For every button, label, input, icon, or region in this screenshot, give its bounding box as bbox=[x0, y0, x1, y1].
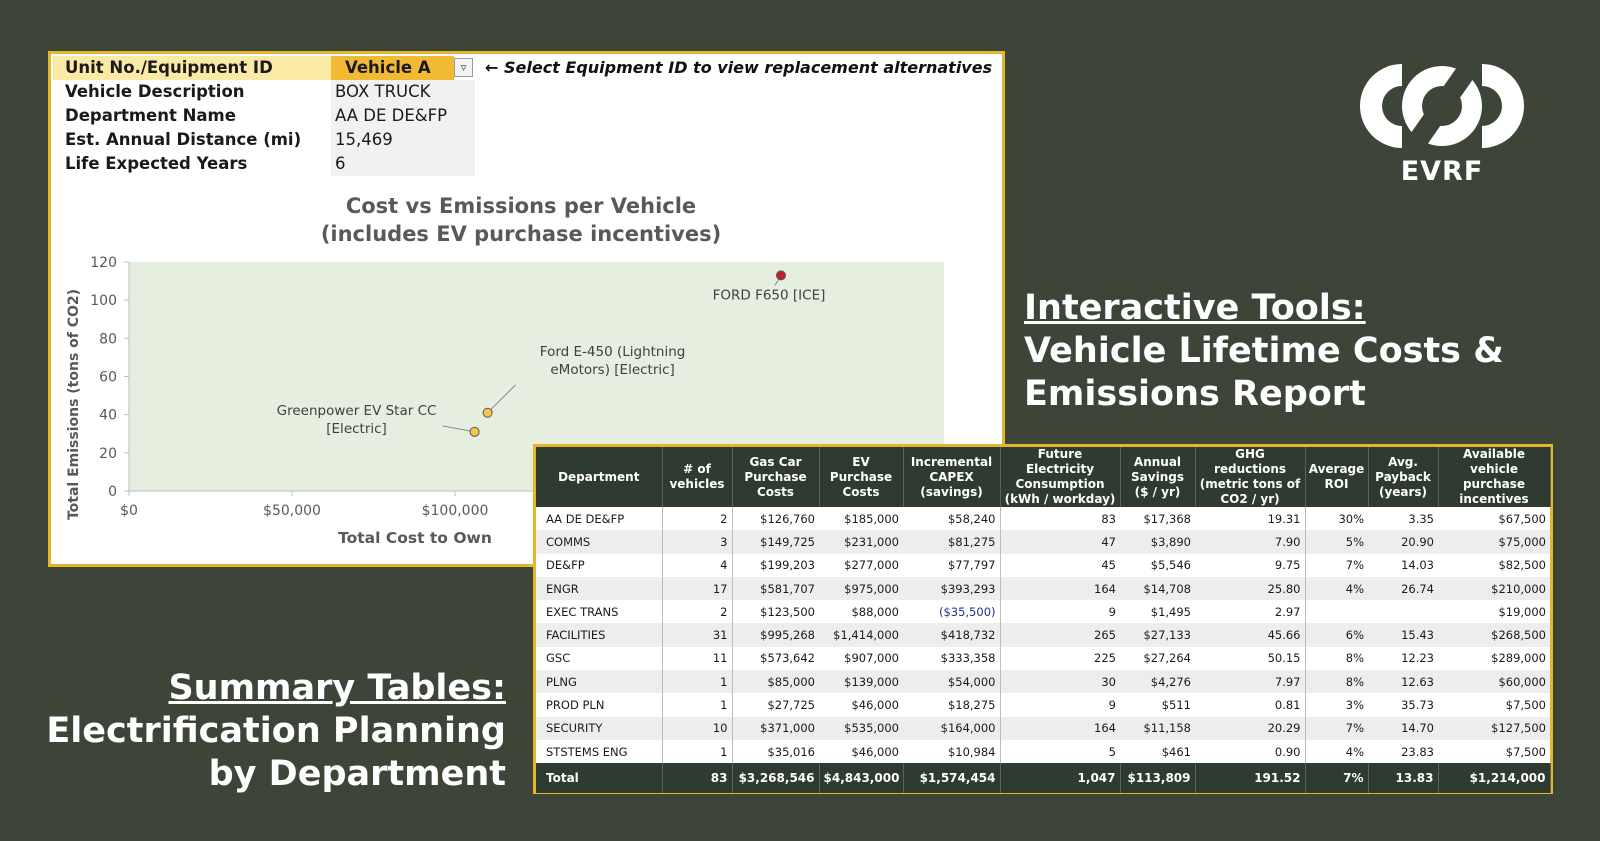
table-cell: 25.80 bbox=[1195, 577, 1305, 600]
table-cell: $7,500 bbox=[1438, 693, 1550, 716]
y-tick-label: 80 bbox=[99, 331, 117, 348]
vehicle-description-label: Vehicle Description bbox=[65, 82, 245, 101]
table-cell: 4% bbox=[1305, 740, 1368, 763]
y-axis-title: Total Emissions (tons of CO2) bbox=[66, 288, 82, 521]
table-cell: $123,500 bbox=[732, 600, 819, 623]
evrf-logo-icon bbox=[1342, 56, 1542, 156]
table-cell: 30% bbox=[1305, 507, 1368, 530]
interactive-tools-line1: Vehicle Lifetime Costs & bbox=[1024, 331, 1504, 371]
table-cell bbox=[1305, 600, 1368, 623]
total-cell: $113,809 bbox=[1120, 763, 1195, 793]
table-cell: 5% bbox=[1305, 530, 1368, 553]
total-cell: 13.83 bbox=[1368, 763, 1438, 793]
annual-distance-value: 15,469 bbox=[331, 128, 475, 152]
table-cell: $14,708 bbox=[1120, 577, 1195, 600]
table-cell: 8% bbox=[1305, 647, 1368, 670]
table-row[interactable] bbox=[536, 693, 1550, 716]
table-cell: $907,000 bbox=[819, 647, 903, 670]
total-cell: 1,047 bbox=[1000, 763, 1120, 793]
table-cell: $18,275 bbox=[903, 693, 1000, 716]
department-cell: STSTEMS ENG bbox=[536, 740, 662, 763]
total-label: Total bbox=[536, 763, 662, 793]
data-label: Ford E-450 (Lightning bbox=[539, 343, 686, 360]
table-cell: $126,760 bbox=[732, 507, 819, 530]
column-header: Incremental CAPEX (savings) bbox=[903, 447, 1000, 507]
table-row[interactable] bbox=[536, 670, 1550, 693]
table-cell: 0.90 bbox=[1195, 740, 1305, 763]
x-tick-label: $0 bbox=[120, 503, 138, 519]
table-cell: $81,275 bbox=[903, 530, 1000, 553]
department-name-label: Department Name bbox=[65, 106, 236, 125]
table-cell: 47 bbox=[1000, 530, 1120, 553]
department-name-value: AA DE DE&FP bbox=[331, 104, 475, 128]
table-cell: 17 bbox=[662, 577, 732, 600]
data-point bbox=[470, 427, 479, 436]
table-cell: $17,368 bbox=[1120, 507, 1195, 530]
table-cell: 7.90 bbox=[1195, 530, 1305, 553]
table-cell: $1,414,000 bbox=[819, 623, 903, 646]
table-body bbox=[536, 507, 1550, 763]
table-cell: $46,000 bbox=[819, 693, 903, 716]
table-cell: 26.74 bbox=[1368, 577, 1438, 600]
table-cell: 35.73 bbox=[1368, 693, 1438, 716]
department-cell: SECURITY bbox=[536, 717, 662, 740]
table-cell: 45 bbox=[1000, 554, 1120, 577]
table-row[interactable] bbox=[536, 530, 1550, 553]
table-cell: $185,000 bbox=[819, 507, 903, 530]
table-cell: 12.23 bbox=[1368, 647, 1438, 670]
table-header-row bbox=[536, 447, 1550, 507]
table-cell: $139,000 bbox=[819, 670, 903, 693]
table-cell: 15.43 bbox=[1368, 623, 1438, 646]
table-cell: $77,797 bbox=[903, 554, 1000, 577]
table-cell: 7% bbox=[1305, 717, 1368, 740]
table-cell: $3,890 bbox=[1120, 530, 1195, 553]
table-cell: $75,000 bbox=[1438, 530, 1550, 553]
table-cell: $60,000 bbox=[1438, 670, 1550, 693]
table-cell: $418,732 bbox=[903, 623, 1000, 646]
column-header: Avg. Payback (years) bbox=[1368, 447, 1438, 507]
y-tick-label: 100 bbox=[90, 293, 117, 310]
table-cell: $573,642 bbox=[732, 647, 819, 670]
table-cell: $10,984 bbox=[903, 740, 1000, 763]
data-label: Greenpower EV Star CC bbox=[276, 402, 437, 419]
table-row[interactable] bbox=[536, 507, 1550, 530]
table-cell: 9.75 bbox=[1195, 554, 1305, 577]
department-cell: ENGR bbox=[536, 577, 662, 600]
department-cell: COMMS bbox=[536, 530, 662, 553]
filter-dropdown-icon[interactable]: ▿ bbox=[454, 58, 473, 77]
table-cell: $11,158 bbox=[1120, 717, 1195, 740]
table-row[interactable] bbox=[536, 577, 1550, 600]
table-cell: 20.29 bbox=[1195, 717, 1305, 740]
table-cell: $371,000 bbox=[732, 717, 819, 740]
department-cell: PROD PLN bbox=[536, 693, 662, 716]
table-cell: 2 bbox=[662, 600, 732, 623]
table-cell: 164 bbox=[1000, 717, 1120, 740]
table-cell: 11 bbox=[662, 647, 732, 670]
table-cell: $393,293 bbox=[903, 577, 1000, 600]
table-cell: 3 bbox=[662, 530, 732, 553]
table-row[interactable] bbox=[536, 717, 1550, 740]
table-cell: 8% bbox=[1305, 670, 1368, 693]
column-header: Available vehicle purchase incentives bbox=[1438, 447, 1550, 507]
total-cell: 83 bbox=[662, 763, 732, 793]
table-cell: $461 bbox=[1120, 740, 1195, 763]
table-cell: $88,000 bbox=[819, 600, 903, 623]
unit-selector-label: Unit No./Equipment ID bbox=[53, 56, 331, 80]
table-cell: 265 bbox=[1000, 623, 1120, 646]
table-cell: $333,358 bbox=[903, 647, 1000, 670]
table-cell: $58,240 bbox=[903, 507, 1000, 530]
table-cell: $67,500 bbox=[1438, 507, 1550, 530]
table-cell: 3% bbox=[1305, 693, 1368, 716]
table-cell: 14.03 bbox=[1368, 554, 1438, 577]
table-cell: $164,000 bbox=[903, 717, 1000, 740]
total-cell: $1,574,454 bbox=[903, 763, 1000, 793]
data-label: FORD F650 [ICE] bbox=[712, 287, 826, 304]
unit-selector-value[interactable]: Vehicle A bbox=[331, 56, 454, 80]
department-cell: FACILITIES bbox=[536, 623, 662, 646]
table-cell: $289,000 bbox=[1438, 647, 1550, 670]
y-tick-label: 20 bbox=[99, 445, 117, 462]
table-cell: 83 bbox=[1000, 507, 1120, 530]
column-header: # of vehicles bbox=[662, 447, 732, 507]
column-header: GHG reductions (metric tons of CO2 / yr) bbox=[1195, 447, 1305, 507]
table-cell: $511 bbox=[1120, 693, 1195, 716]
table-cell: 31 bbox=[662, 623, 732, 646]
table-cell: 45.66 bbox=[1195, 623, 1305, 646]
annual-distance-label: Est. Annual Distance (mi) bbox=[65, 130, 302, 149]
table-cell: $149,725 bbox=[732, 530, 819, 553]
x-tick-label: $50,000 bbox=[263, 503, 321, 519]
department-cell: EXEC TRANS bbox=[536, 600, 662, 623]
table-cell: 0.81 bbox=[1195, 693, 1305, 716]
table-cell: $85,000 bbox=[732, 670, 819, 693]
table-cell: 2 bbox=[662, 507, 732, 530]
summary-tables-line2: by Department bbox=[208, 754, 506, 794]
table-cell: $46,000 bbox=[819, 740, 903, 763]
table-row[interactable] bbox=[536, 647, 1550, 670]
life-years-value: 6 bbox=[331, 152, 475, 176]
table-cell: 23.83 bbox=[1368, 740, 1438, 763]
table-cell: $199,203 bbox=[732, 554, 819, 577]
x-axis-title: Total Cost to Own bbox=[338, 529, 492, 547]
data-point bbox=[483, 408, 492, 417]
y-tick-label: 0 bbox=[108, 484, 117, 500]
chart-title-line1: Cost vs Emissions per Vehicle bbox=[345, 194, 697, 218]
y-tick-label: 120 bbox=[90, 255, 117, 271]
table-cell: 19.31 bbox=[1195, 507, 1305, 530]
table-cell: $975,000 bbox=[819, 577, 903, 600]
table-cell: $27,264 bbox=[1120, 647, 1195, 670]
table-cell: $1,495 bbox=[1120, 600, 1195, 623]
column-header: Average ROI bbox=[1305, 447, 1368, 507]
table-cell: 20.90 bbox=[1368, 530, 1438, 553]
life-years-label: Life Expected Years bbox=[65, 154, 248, 173]
column-header: Future Electricity Consumption (kWh / workday) bbox=[1000, 447, 1120, 507]
data-label: [Electric] bbox=[326, 420, 387, 437]
evrf-logo bbox=[1342, 56, 1542, 196]
table-cell: $7,500 bbox=[1438, 740, 1550, 763]
data-point bbox=[777, 271, 786, 280]
table-cell: 50.15 bbox=[1195, 647, 1305, 670]
department-cell: PLNG bbox=[536, 670, 662, 693]
table-cell: 164 bbox=[1000, 577, 1120, 600]
column-header: Department bbox=[536, 447, 662, 507]
table-cell: $268,500 bbox=[1438, 623, 1550, 646]
y-tick-label: 40 bbox=[99, 407, 117, 424]
total-cell: 191.52 bbox=[1195, 763, 1305, 793]
chart-title-line2: (includes EV purchase incentives) bbox=[320, 222, 722, 246]
table-cell: $231,000 bbox=[819, 530, 903, 553]
total-cell: $1,214,000 bbox=[1438, 763, 1550, 793]
interactive-tools-title: Interactive Tools: bbox=[1024, 288, 1366, 328]
table-cell: 1 bbox=[662, 693, 732, 716]
table-cell: 9 bbox=[1000, 693, 1120, 716]
table-cell: 10 bbox=[662, 717, 732, 740]
table-cell: 3.35 bbox=[1368, 507, 1438, 530]
table-cell: $5,546 bbox=[1120, 554, 1195, 577]
total-cell: $4,843,000 bbox=[819, 763, 903, 793]
table-cell: 225 bbox=[1000, 647, 1120, 670]
logo-text: EVRF bbox=[1400, 156, 1484, 187]
total-cell: 7% bbox=[1305, 763, 1368, 793]
table-row[interactable] bbox=[536, 600, 1550, 623]
department-cell: AA DE DE&FP bbox=[536, 507, 662, 530]
column-header: EV Purchase Costs bbox=[819, 447, 903, 507]
column-header: Gas Car Purchase Costs bbox=[732, 447, 819, 507]
department-summary-table bbox=[533, 444, 1553, 794]
x-tick-label: $100,000 bbox=[421, 503, 489, 519]
table-cell: $27,133 bbox=[1120, 623, 1195, 646]
total-cell: $3,268,546 bbox=[732, 763, 819, 793]
table-cell: 7.97 bbox=[1195, 670, 1305, 693]
table-cell: 6% bbox=[1305, 623, 1368, 646]
table-cell: $210,000 bbox=[1438, 577, 1550, 600]
interactive-tools-heading bbox=[1024, 287, 1504, 416]
summary-tables-title: Summary Tables: bbox=[168, 668, 506, 708]
department-cell: DE&FP bbox=[536, 554, 662, 577]
table-cell: 14.70 bbox=[1368, 717, 1438, 740]
table-cell: 30 bbox=[1000, 670, 1120, 693]
table-cell: ($35,500) bbox=[903, 600, 1000, 623]
interactive-tools-line2: Emissions Report bbox=[1024, 374, 1366, 414]
selector-hint: ← Select Equipment ID to view replacement alternatives bbox=[485, 58, 993, 77]
table-cell: $54,000 bbox=[903, 670, 1000, 693]
table-cell: 1 bbox=[662, 670, 732, 693]
table-cell: $535,000 bbox=[819, 717, 903, 740]
data-label: eMotors) [Electric] bbox=[550, 361, 675, 378]
table-cell: 9 bbox=[1000, 600, 1120, 623]
table-cell: 4% bbox=[1305, 577, 1368, 600]
summary-tables-heading bbox=[40, 667, 506, 796]
table-cell: $35,016 bbox=[732, 740, 819, 763]
table-cell bbox=[1368, 600, 1438, 623]
table-cell: 1 bbox=[662, 740, 732, 763]
table-cell: 5 bbox=[1000, 740, 1120, 763]
table-cell: $995,268 bbox=[732, 623, 819, 646]
department-cell: GSC bbox=[536, 647, 662, 670]
vehicle-description-value: BOX TRUCK bbox=[331, 80, 475, 104]
summary-tables-line1: Electrification Planning bbox=[46, 711, 506, 751]
table-row[interactable] bbox=[536, 554, 1550, 577]
table-cell: 12.63 bbox=[1368, 670, 1438, 693]
table-cell: $581,707 bbox=[732, 577, 819, 600]
table-cell: 2.97 bbox=[1195, 600, 1305, 623]
table-total-row bbox=[536, 763, 1550, 793]
y-tick-label: 60 bbox=[99, 369, 117, 386]
table-row[interactable] bbox=[536, 740, 1550, 763]
table-cell: $27,725 bbox=[732, 693, 819, 716]
table-cell: $82,500 bbox=[1438, 554, 1550, 577]
table-cell: $19,000 bbox=[1438, 600, 1550, 623]
table-cell: $277,000 bbox=[819, 554, 903, 577]
table-row[interactable] bbox=[536, 623, 1550, 646]
table-cell: 7% bbox=[1305, 554, 1368, 577]
column-header: Annual Savings ($ / yr) bbox=[1120, 447, 1195, 507]
table-cell: $127,500 bbox=[1438, 717, 1550, 740]
table-cell: 4 bbox=[662, 554, 732, 577]
table-cell: $4,276 bbox=[1120, 670, 1195, 693]
